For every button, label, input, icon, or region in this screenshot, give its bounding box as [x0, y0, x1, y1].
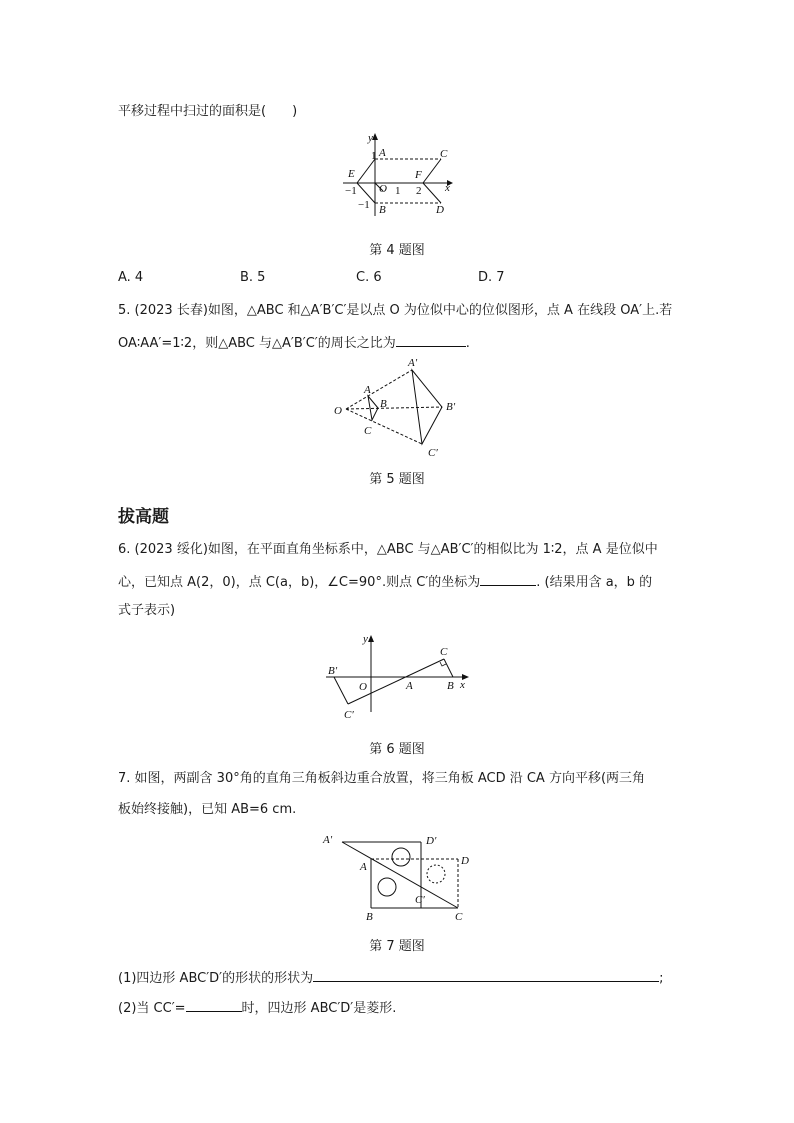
- q5-label-a: A: [364, 384, 371, 396]
- q4-edge-fd: [423, 183, 441, 203]
- q6-label-c2: C′: [344, 709, 354, 721]
- q4-tick-1x: 1: [395, 185, 401, 197]
- q4-label-b: B: [379, 204, 386, 216]
- q5-answer-blank[interactable]: [396, 332, 466, 347]
- q4-y-arrow: [372, 133, 378, 140]
- q7-hole-left: [378, 878, 396, 896]
- q7-sub2-end: 时，四边形 ABC′D′是菱形.: [241, 1001, 397, 1016]
- q4-option-d: D. 7: [478, 270, 505, 285]
- q5-label-o: O: [334, 405, 342, 417]
- q4-caption: 第 4 题图: [369, 243, 425, 258]
- q4-label-y: y: [368, 132, 373, 144]
- q6-line2-end: . (结果用含 a，b 的: [536, 575, 653, 590]
- q6-label-b2: B′: [328, 665, 338, 677]
- q7-sub2-blank[interactable]: [186, 997, 242, 1012]
- q5-label-c2: C′: [428, 447, 438, 459]
- q7-sub1-text: (1)四边形 ABC′D′的形状的形状为: [118, 971, 314, 986]
- q5-line2-text: OA∶AA′=1∶2，则△ABC 与△A′B′C′的周长之比为: [118, 336, 396, 351]
- q4-label-d: D: [436, 204, 444, 216]
- q5-figure: [330, 352, 470, 464]
- q4-tick-neg1x: −1: [345, 185, 357, 197]
- q5-label-a2: A′: [408, 357, 418, 369]
- q5-label-c: C: [364, 425, 372, 437]
- q6-label-c: C: [440, 646, 448, 658]
- q7-hole-top: [392, 848, 410, 866]
- q7-label-d2: D′: [426, 835, 437, 847]
- q5-ray-oc: [346, 409, 422, 444]
- q4-edge-ae: [357, 159, 375, 183]
- q4-option-b: B. 5: [240, 270, 266, 285]
- q6-figure: [322, 632, 472, 724]
- q6-y-arrow: [368, 635, 374, 642]
- q4-text: 平移过程中扫过的面积是( ): [118, 104, 298, 119]
- q7-label-d: D: [461, 855, 469, 867]
- q5-line2-end: .: [465, 336, 470, 351]
- q6-label-y: y: [363, 633, 368, 645]
- q5-ray-ob: [346, 407, 442, 409]
- q4-label-x: x: [445, 182, 450, 194]
- q5-line2: [118, 332, 470, 353]
- q4-label-f: F: [415, 169, 422, 181]
- q4-label-c: C: [440, 148, 448, 160]
- q5-label-b2: B′: [446, 401, 456, 413]
- q4-label-a: A: [379, 147, 386, 159]
- q4-label-e: E: [348, 168, 355, 180]
- q7-label-a2: A′: [323, 834, 333, 846]
- q6-label-a: A: [406, 680, 413, 692]
- q7-sub2: [118, 997, 396, 1018]
- q4-option-c: C. 6: [356, 270, 382, 285]
- q6-line2: [118, 571, 652, 592]
- q6-label-x: x: [460, 679, 465, 691]
- q4-edge-fc: [423, 159, 441, 183]
- q7-label-b: B: [366, 911, 373, 923]
- q5-label-b: B: [380, 398, 387, 410]
- q7-sub1-blank[interactable]: [313, 967, 659, 982]
- q7-caption: 第 7 题图: [369, 939, 425, 954]
- q7-line2: 板始终接触)，已知 AB=6 cm.: [118, 802, 297, 817]
- q4-tick-neg1y: −1: [358, 199, 370, 211]
- q6-label-o: O: [359, 681, 367, 693]
- q4-tick-1y: 1: [371, 150, 377, 162]
- q6-line2-text: 心，已知点 A(2，0)，点 C(a，b)，∠C=90°.则点 C′的坐标为: [118, 575, 481, 590]
- q7-line1: 7. 如图，两副含 30°角的直角三角板斜边重合放置，将三角板 ACD 沿 CA 方向平移(两三角: [118, 771, 646, 786]
- q4-label-o: O: [379, 183, 387, 195]
- section-title: 拔高题: [118, 507, 169, 527]
- q7-label-c: C: [455, 911, 463, 923]
- q7-sub1: [118, 967, 664, 988]
- q6-right-angle: [440, 662, 446, 666]
- q6-caption: 第 6 题图: [369, 742, 425, 757]
- q6-edge-cb: [444, 659, 453, 677]
- q7-figure: [318, 826, 478, 926]
- q6-answer-blank[interactable]: [480, 571, 536, 586]
- q6-line3: 式子表示): [118, 603, 176, 618]
- q7-label-c2: C′: [415, 894, 425, 906]
- q4-option-a: A. 4: [118, 270, 144, 285]
- q7-sub1-end: ;: [659, 971, 664, 986]
- q5-line1: 5. (2023 长春)如图，△ABC 和△A′B′C′是以点 O 为位似中心的位似图形，点 A 在线段 OA′上.若: [118, 303, 673, 318]
- q7-hole-dashed: [427, 865, 445, 883]
- q5-caption: 第 5 题图: [369, 472, 425, 487]
- q6-label-b: B: [447, 680, 454, 692]
- q6-line1: 6. (2023 绥化)如图，在平面直角坐标系中，△ABC 与△AB′C′的相似比为 1∶2，点 A 是位似中: [118, 542, 658, 557]
- q7-label-a: A: [360, 861, 367, 873]
- q4-figure: [335, 130, 455, 220]
- q7-sub2-text: (2)当 CC′=: [118, 1001, 186, 1016]
- q6-edge-b2c2: [334, 677, 348, 704]
- q7-hypotenuse: [342, 842, 458, 908]
- q5-ray-oa: [346, 370, 412, 409]
- q4-tick-2x: 2: [416, 185, 422, 197]
